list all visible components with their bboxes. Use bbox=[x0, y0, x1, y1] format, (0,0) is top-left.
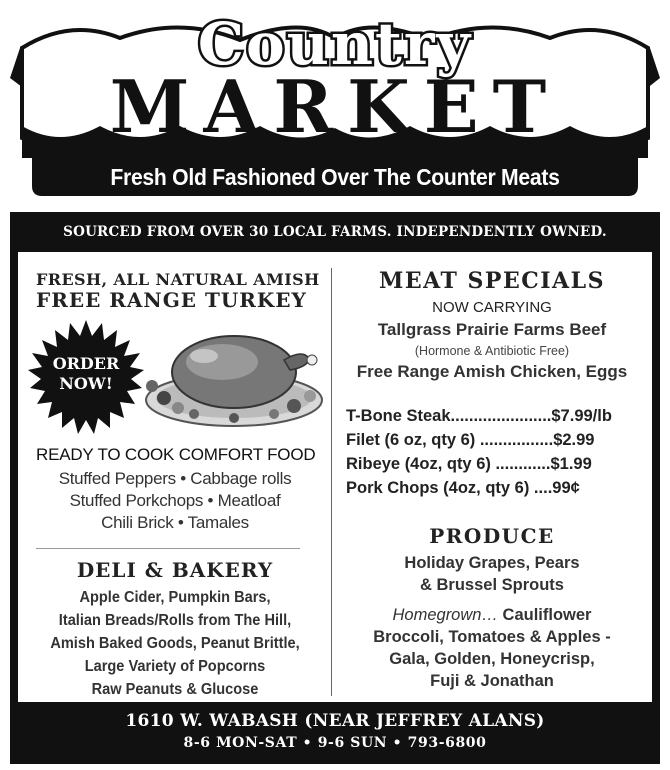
comfort-food-list bbox=[30, 468, 320, 534]
frame-right-edge bbox=[652, 252, 660, 702]
order-now-label bbox=[28, 354, 144, 394]
meat-specials-title: MEAT SPECIALS bbox=[379, 268, 605, 294]
beef-supplier: Tallgrass Prairie Farms Beef bbox=[377, 320, 607, 339]
produce-line: Gala, Golden, Honeycrisp, bbox=[389, 650, 595, 668]
produce-line: Fuji & Jonathan bbox=[430, 672, 554, 690]
logo-country-word: Country bbox=[197, 10, 473, 78]
price-row: T-Bone Steak......................$7.99/lb bbox=[346, 407, 612, 425]
produce-homegrown bbox=[336, 604, 648, 692]
column-divider bbox=[331, 268, 332, 696]
beef-note: (Hormone & Antibiotic Free) bbox=[414, 344, 570, 358]
now-carrying-label: NOW CARRYING bbox=[432, 299, 552, 316]
meat-intro bbox=[336, 298, 648, 384]
deli-line: Raw Peanuts & Glucose bbox=[91, 681, 259, 698]
footer-bar bbox=[10, 702, 660, 764]
store-address: 1610 W. WABASH (NEAR JEFFREY ALANS) bbox=[125, 711, 545, 731]
logo-market-word: MARKET bbox=[109, 64, 561, 149]
comfort-line: Chili Brick • Tamales bbox=[101, 513, 249, 532]
deli-bakery-list bbox=[31, 586, 319, 701]
produce-line: Broccoli, Tomatoes & Apples - bbox=[373, 628, 611, 646]
produce-holiday bbox=[336, 552, 648, 596]
deli-line: Apple Cider, Pumpkin Bars, bbox=[79, 589, 271, 606]
deli-line: Italian Breads/Rolls from The Hill, bbox=[58, 612, 292, 629]
price-row: Ribeye (4oz, qty 6) ............$1.99 bbox=[346, 455, 592, 473]
chicken-eggs: Free Range Amish Chicken, Eggs bbox=[356, 362, 628, 381]
deli-bakery-title: DELI & BAKERY bbox=[76, 558, 274, 582]
deli-line: Amish Baked Goods, Peanut Brittle, bbox=[50, 635, 300, 652]
produce-title: PRODUCE bbox=[429, 524, 555, 548]
comfort-food-title: READY TO COOK COMFORT FOOD bbox=[36, 445, 316, 464]
logo-header bbox=[10, 8, 660, 208]
produce-line bbox=[336, 604, 648, 626]
comfort-line: Stuffed Porkchops • Meatloaf bbox=[69, 491, 281, 510]
produce-line: & Brussel Sprouts bbox=[420, 576, 564, 594]
order-line-2: NOW! bbox=[59, 374, 113, 393]
comfort-line: Stuffed Peppers • Cabbage rolls bbox=[58, 469, 292, 488]
turkey-heading-line-2: FREE RANGE TURKEY bbox=[36, 288, 307, 312]
homegrown-rest: Cauliflower bbox=[497, 606, 592, 624]
tagline: Fresh Old Fashioned Over The Counter Meats bbox=[110, 163, 560, 190]
roast-turkey-platter-image bbox=[134, 320, 324, 430]
price-row: Pork Chops (4oz, qty 6) ....99¢ bbox=[346, 479, 580, 497]
sourcing-banner: SOURCED FROM OVER 30 LOCAL FARMS. INDEPENDENTLY OWNED. bbox=[10, 212, 660, 252]
produce-line: Holiday Grapes, Pears bbox=[404, 554, 580, 572]
order-line-1: ORDER bbox=[52, 354, 120, 373]
left-section-divider bbox=[36, 548, 300, 549]
deli-line: Large Variety of Popcorns bbox=[84, 658, 266, 675]
meat-price-list bbox=[346, 404, 636, 500]
frame-left-edge bbox=[10, 252, 18, 702]
turkey-heading-line-1: FRESH, ALL NATURAL AMISH bbox=[36, 270, 320, 289]
price-row: Filet (6 oz, qty 6) ................$2.99 bbox=[346, 431, 595, 449]
store-hours-phone: 8-6 MON-SAT • 9-6 SUN • 793-6800 bbox=[183, 735, 487, 751]
homegrown-label: Homegrown… bbox=[392, 606, 498, 624]
